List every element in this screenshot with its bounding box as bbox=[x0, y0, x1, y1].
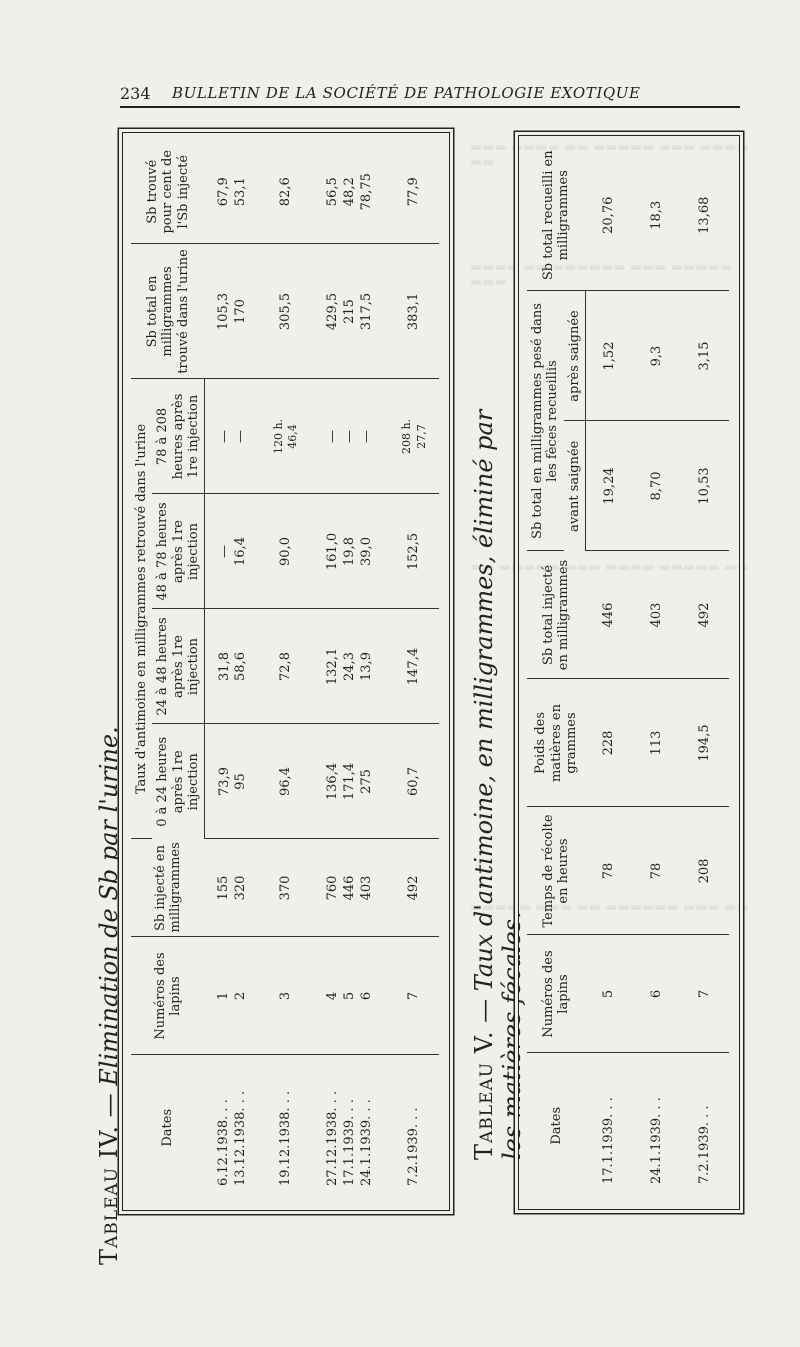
cell-24-48h: 31,8 58,6 bbox=[205, 609, 262, 724]
cell-48-78h: 161,0 19,8 39,0 bbox=[310, 494, 390, 609]
col-78-208h: 78 à 208 heures après 1re injection bbox=[152, 379, 204, 494]
cell-date: 7.2.1939. . . bbox=[696, 1105, 712, 1184]
cell-0-24h: 60,7 bbox=[390, 724, 439, 839]
cell-before: 19,24 bbox=[585, 421, 634, 551]
table-iv-label: Tableau IV. bbox=[95, 1125, 123, 1265]
cell-date: 24.1.1939. . . bbox=[649, 1097, 665, 1184]
cell-injected: 492 bbox=[681, 551, 729, 679]
page-number: 234 bbox=[120, 84, 151, 103]
cell-0-24h: 136,4 171,4 275 bbox=[310, 724, 390, 839]
col-group-feces: Sb total en milligrammes pesé dans les fèces recueillis bbox=[527, 291, 564, 551]
cell-0-24h: 96,4 bbox=[262, 724, 311, 839]
table-iv-caption: Tableau IV. — Elimination de Sb par l'urine. bbox=[95, 726, 123, 1265]
cell-number: 7 bbox=[681, 935, 729, 1053]
col-group-urine: Taux d'antimoine en milligrammes retrouvé dans l'urine bbox=[131, 379, 152, 839]
cell-number: 6 bbox=[634, 935, 681, 1053]
table-row bbox=[310, 140, 390, 1200]
cell-collected: 20,76 bbox=[585, 140, 634, 291]
cell-time: 208 bbox=[681, 807, 729, 935]
cell-collected: 18,3 bbox=[634, 140, 681, 291]
col-collection-time: Temps de récolte en heures bbox=[527, 807, 585, 935]
table-row bbox=[585, 140, 634, 1198]
cell-78-208h: — — — bbox=[310, 379, 390, 494]
cell-numbers: 7 bbox=[390, 937, 439, 1055]
bleed-through-text: ▬▬ ▬▬▬▬▬ ▬▬▬ ▬▬▬▬ ▬▬▬▬▬ ▬▬ bbox=[470, 560, 749, 575]
cell-after: 1,52 bbox=[585, 291, 634, 421]
cell-weight: 194,5 bbox=[681, 679, 729, 807]
cell-numbers: 1 2 bbox=[205, 937, 262, 1055]
table-row bbox=[205, 140, 262, 1200]
cell-after: 3,15 bbox=[681, 291, 729, 421]
cell-78-208h: 120 h. 46,4 bbox=[262, 379, 311, 494]
cell-percent: 67,9 53,1 bbox=[205, 140, 262, 244]
cell-24-48h: 72,8 bbox=[262, 609, 311, 724]
bleed-through-text: ▬▬▬ ▬▬▬▬ ▬▬ ▬▬▬▬▬ ▬▬▬ ▬▬▬▬ ▬▬ bbox=[470, 140, 749, 170]
running-title: BULLETIN DE LA SOCIÉTÉ DE PATHOLOGIE EXOTIQUE bbox=[172, 84, 641, 102]
cell-48-78h: — 16,4 bbox=[205, 494, 262, 609]
col-rabbit-numbers: Numéros des lapins bbox=[131, 937, 205, 1055]
cell-24-48h: 132,1 24,3 13,9 bbox=[310, 609, 390, 724]
cell-78-208h: 208 h. 27,7 bbox=[390, 379, 439, 494]
col-sb-collected: Sb total recueilli en milligrammes bbox=[527, 140, 585, 291]
cell-injected: 492 bbox=[390, 839, 439, 937]
col-rabbit-numbers: Numéros des lapins bbox=[527, 935, 585, 1053]
col-after-bleeding: après saignée bbox=[564, 291, 586, 421]
cell-48-78h: 90,0 bbox=[262, 494, 311, 609]
col-sb-injected: Sb injecté en milligrammes bbox=[131, 839, 205, 937]
cell-total: 429,5 215 317,5 bbox=[310, 244, 390, 379]
col-dates: Dates bbox=[548, 1106, 564, 1145]
table-iv bbox=[131, 140, 439, 1200]
cell-total: 383,1 bbox=[390, 244, 439, 379]
table-iv-title: Elimination de Sb par l'urine. bbox=[95, 726, 123, 1086]
cell-injected: 760 446 403 bbox=[310, 839, 390, 937]
col-before-bleeding: avant saignée bbox=[564, 421, 586, 551]
cell-percent: 82,6 bbox=[262, 140, 311, 244]
cell-0-24h: 73,9 95 bbox=[205, 724, 262, 839]
cell-percent: 77,9 bbox=[390, 140, 439, 244]
col-sb-percent: Sb trouvé pour cent de l'Sb injecté bbox=[131, 140, 205, 244]
cell-weight: 113 bbox=[634, 679, 681, 807]
bleed-through-text: ▬▬▬▬▬ ▬▬▬ ▬▬ ▬▬▬▬▬▬ ▬▬▬ ▬▬ bbox=[470, 900, 749, 915]
cell-24-48h: 147,4 bbox=[390, 609, 439, 724]
col-dates: Dates bbox=[160, 1108, 176, 1147]
col-sb-total-urine: Sb total en milligrammes trouvé dans l'urine bbox=[131, 244, 205, 379]
cell-before: 8,70 bbox=[634, 421, 681, 551]
col-0-24h: 0 à 24 heures après 1re injection bbox=[152, 724, 204, 839]
bleed-through-text: ▬▬▬▬ ▬▬ ▬▬▬▬▬▬ ▬▬▬ ▬▬▬▬▬ ▬▬▬ bbox=[470, 260, 733, 290]
cell-injected: 403 bbox=[634, 551, 681, 679]
cell-before: 10,53 bbox=[681, 421, 729, 551]
cell-dates: 7.2.1939. . . bbox=[406, 1107, 422, 1186]
cell-number: 5 bbox=[585, 935, 634, 1053]
cell-after: 9,3 bbox=[634, 291, 681, 421]
cell-dates: 27.12.1938. . . 17.1.1939. . . 24.1.1939. . . bbox=[324, 1090, 374, 1186]
col-48-78h: 48 à 78 heures après 1re injection bbox=[152, 494, 204, 609]
cell-percent: 56,5 48,2 78,75 bbox=[310, 140, 390, 244]
table-v bbox=[527, 140, 729, 1198]
cell-collected: 13,68 bbox=[681, 140, 729, 291]
table-row bbox=[634, 140, 681, 1198]
cell-48-78h: 152,5 bbox=[390, 494, 439, 609]
table-v-label: Tableau V. bbox=[470, 1030, 498, 1160]
table-row bbox=[390, 140, 439, 1200]
table-row bbox=[262, 140, 311, 1200]
cell-total: 305,5 bbox=[262, 244, 311, 379]
cell-78-208h: — — bbox=[205, 379, 262, 494]
cell-time: 78 bbox=[585, 807, 634, 935]
col-sb-injected: Sb total injecté en milligrammes bbox=[527, 551, 585, 679]
cell-weight: 228 bbox=[585, 679, 634, 807]
cell-dates: 19.12.1938. . . bbox=[277, 1090, 293, 1186]
cell-injected: 446 bbox=[585, 551, 634, 679]
table-v-title: Taux d'antimoine, en milligrammes, éliminé par les matières fécales. bbox=[470, 409, 526, 1160]
col-feces-weight: Poids des matières en grammes bbox=[527, 679, 585, 807]
cell-time: 78 bbox=[634, 807, 681, 935]
cell-injected: 155 320 bbox=[205, 839, 262, 937]
col-24-48h: 24 à 48 heures après 1re injection bbox=[152, 609, 204, 724]
cell-numbers: 3 bbox=[262, 937, 311, 1055]
cell-numbers: 4 5 6 bbox=[310, 937, 390, 1055]
running-header bbox=[120, 72, 740, 108]
cell-injected: 370 bbox=[262, 839, 311, 937]
table-v-caption: Tableau V. — Taux d'antimoine, en milligrammes, éliminé par les matières fécales. bbox=[470, 409, 526, 1160]
cell-date: 17.1.1939. . . bbox=[601, 1097, 617, 1184]
table-row bbox=[681, 140, 729, 1198]
cell-dates: 6.12.1938. . . 13.12.1938. . . bbox=[216, 1090, 249, 1186]
cell-total: 105,3 170 bbox=[205, 244, 262, 379]
